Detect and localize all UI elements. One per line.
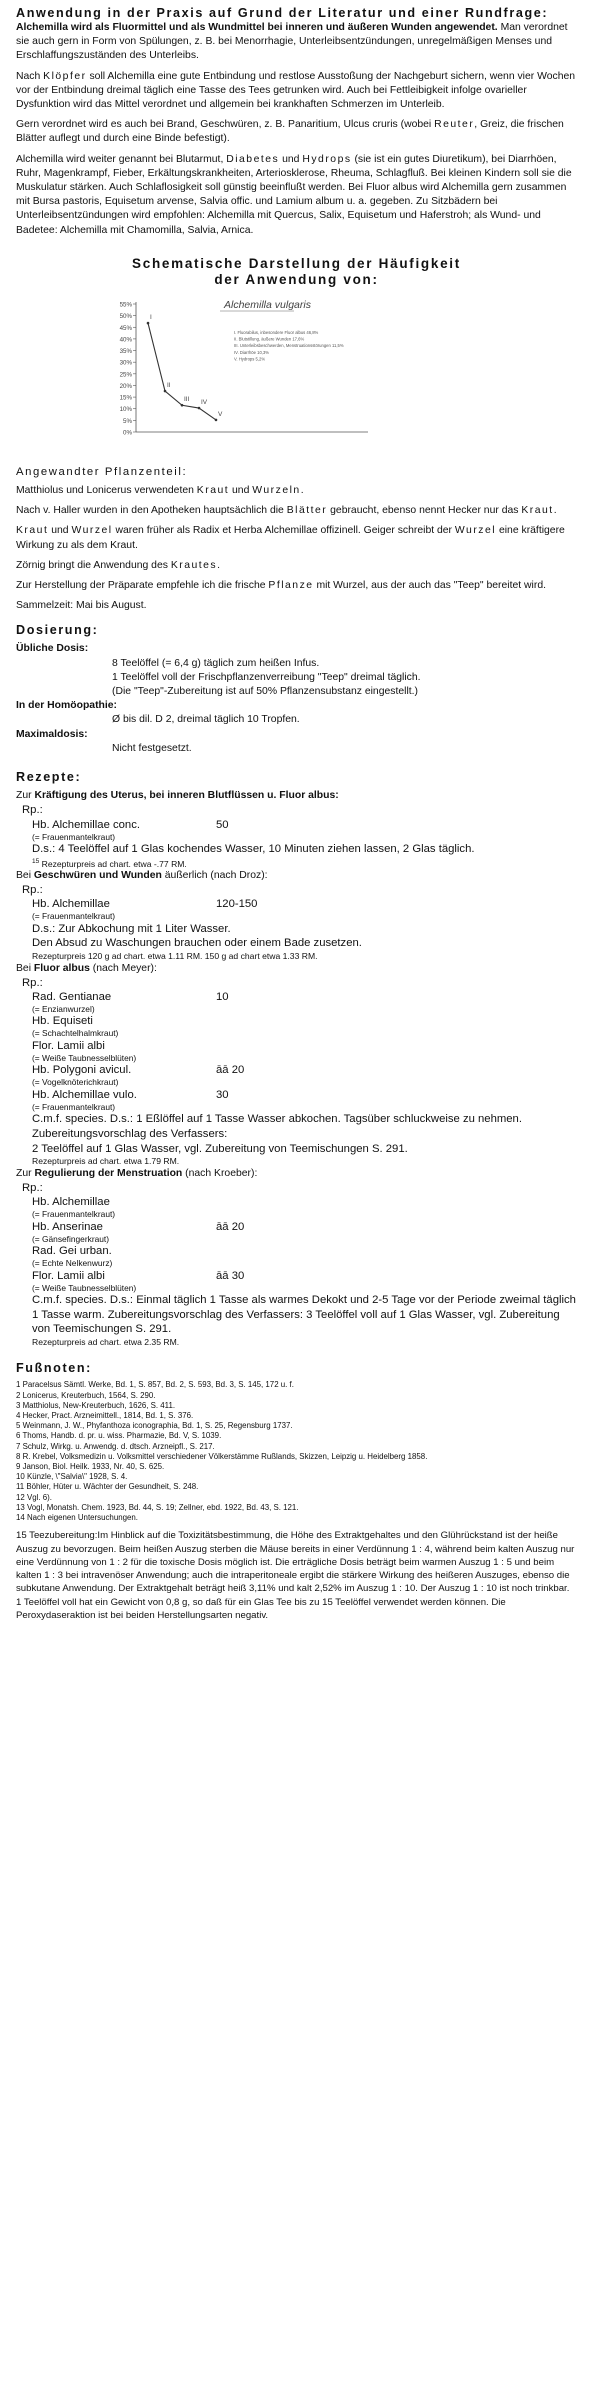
y-tick-label: 10%	[119, 406, 132, 414]
footnote-list	[16, 1380, 577, 1523]
recipe-price: Rezepturpreis 120 g ad chart. etwa 1.11 RM. 150 g ad chart etwa 1.33 RM.	[32, 951, 318, 962]
legend-entry: V. Hydrops 5,2%	[234, 356, 266, 362]
footnote: 12 Vgl. 6).	[16, 1492, 52, 1502]
footnote: 6 Thoms, Handb. d. pr. u. wiss. Pharmazie, Bd. V, S. 1039.	[16, 1431, 222, 1441]
recipe-ingredient: Flor. Lamii albi āā 30	[32, 1269, 245, 1282]
paragraph-offizinell: Kraut und Wurzel waren früher als Radix et Herba Alchemillae offizinell. Geiger schreibt der Wurzel eine kräftigere Wirkung zu als dem Kraut.	[16, 525, 565, 551]
footnote: 2 Lonicerus, Kreuterbuch, 1564, S. 290.	[16, 1390, 156, 1400]
data-point	[181, 404, 184, 407]
footnote: 3 Matthiolus, New-Kreuterbuch, 1626, S. 411.	[16, 1400, 176, 1410]
recipe-ingredient: Hb. Alchemillae vulo. 30	[32, 1088, 229, 1101]
dosage-value-ueblich: 8 Teelöffel (= 6,4 g) täglich zum heißen Infus. 1 Teelöffel voll der Frischpflanzenverreibung "Teep" dreimal täglich. (Die "Teep"-Zubereitung ist auf 50% Pflanzensubstanz eingestellt.)	[112, 657, 421, 698]
recipe-ingredient: Hb. Alchemillae 120-150	[32, 898, 258, 911]
legend-entry: IV. Diarrhöe 10,3%	[234, 349, 269, 355]
footnote: 1 Paracelsus Sämtl. Werke, Bd. 1, S. 857, Bd. 2, S. 593, Bd. 3, S. 145, 172 u. f.	[16, 1380, 294, 1390]
paragraph-sammelzeit: Sammelzeit: Mai bis August.	[16, 600, 147, 612]
data-point	[147, 322, 150, 325]
footnote: 4 Hecker, Pract. Arzneimittell., 1814, Bd. 1, S. 376.	[16, 1411, 194, 1421]
recipe-ingredient: Hb. Alchemillae conc. 50	[32, 818, 229, 831]
section-heading-praxis: Anwendung in der Praxis auf Grund der Literatur und einer Rundfrage:	[16, 6, 549, 20]
dosage-label-max: Maximaldosis:	[16, 728, 88, 740]
recipe-2: Bei Geschwüren und Wunden äußerlich (nach Droz): Rp.: Hb. Alchemillae 120-150 (= Frauenmantelkraut) D.s.: Zur Abkochung mit 1 Liter Wasser. Den Absud zu Waschungen brauchen oder einem Bade zusetzen. Rezepturpreis 120 g ad chart. etwa 1.11 RM. 150 g ad chart etwa 1.33 RM.	[16, 869, 577, 962]
y-tick-label: 40%	[119, 336, 132, 344]
dosage-label-homoeopathie: In der Homöopathie:	[16, 700, 118, 712]
y-tick-label: 55%	[119, 301, 132, 309]
section-heading-dosierung: Dosierung:	[16, 623, 99, 638]
y-tick-label: 25%	[119, 371, 132, 379]
dosage-value-homoeopathie: Ø bis dil. D 2, dreimal täglich 10 Tropfen.	[112, 714, 300, 726]
recipe-4: Zur Regulierung der Menstruation (nach Kroeber): Rp.: Hb. Alchemillae (= Frauenmantelkraut) Hb. Anserinae āā 20 (= Gänsefingerkraut) Rad. Gei urban. (= Echte Nelkenwurz) Flor. Lamii albi āā 30 (= Weiße Taubnesselblüten) C.m.f. species. D.s.: Einmal täglich 1 Tasse als warmes Dekokt und 2-5 Tage vor der Periode zweimal täglich 1 Tasse warm. Zubereitungsvorschlag des Verfassers: 3 Teelöffel voll auf 1 Glas Wasser, vgl. Zubereitung von Teemischungen S. 291. Rezepturpreis ad chart. etwa 2.35 RM.	[16, 1167, 576, 1347]
footnote: 10 Künzle, \"Salvia\" 1928, S. 4.	[16, 1472, 128, 1482]
point-label: I	[150, 313, 152, 321]
chart-title: Alchemilla vulgaris	[224, 298, 311, 311]
recipe-ingredient: Hb. Anserinae āā 20	[32, 1220, 245, 1233]
usage-frequency-chart	[106, 294, 577, 451]
y-tick-label: 15%	[119, 394, 132, 402]
recipe-price: Rezepturpreis ad chart. etwa 1.79 RM.	[32, 1156, 180, 1167]
legend-entry: I. Fluorabilus, inbesondere Fluor albus 46,8%	[234, 329, 319, 335]
dosage-value-max: Nicht festgesetzt.	[112, 742, 192, 754]
paragraph-kloepfer: Nach Klöpfer soll Alchemilla eine gute Entbindung und restlose Ausstoßung der Nachgeburt sichern, wenn vier Wochen vor der Entbindung dreimal täglich eine Tasse des Tees getrunken wird. Auch bei Fettleibigkeit infolge ovarieller Dysfunktion wird das Mittel verordnet und allgemein bei krankhaften Schmerzen im Unterleib.	[16, 70, 576, 111]
y-tick-label: 30%	[119, 359, 132, 367]
paragraph-matthiolus: Matthiolus und Lonicerus verwendeten Kraut und Wurzeln.	[16, 485, 304, 497]
paragraph-haller: Nach v. Haller wurden in den Apotheken hauptsächlich die Blätter gebraucht, ebenso nennt Hecker nur das Kraut.	[16, 505, 557, 517]
recipe-ingredient: Rad. Gentianae 10	[32, 990, 229, 1003]
footnote: 7 Schulz, Wirkg. u. Anwendg. d. dtsch. Arzneipfl., S. 217.	[16, 1441, 215, 1451]
data-point	[164, 390, 167, 393]
recipe-1: Zur Kräftigung des Uterus, bei inneren Blutflüssen u. Fluor albus: Rp.: Hb. Alchemillae conc. 50 (= Frauenmantelkraut) D.s.: 4 Teelöffel auf 1 Glas kochendes Wasser, 10 Minuten ziehen lassen, 2 Glas täglich. $^{15}$ Rezepturpreis ad chart. etwa -.77 RM.	[16, 789, 577, 869]
y-tick-label: 45%	[119, 324, 132, 332]
paragraph-herstellung: Zur Herstellung der Präparate empfehle ich die frische Pflanze mit Wurzel, aus der auch das "Teep" bereitet wird.	[16, 580, 546, 592]
recipe-ingredient: Flor. Lamii albi	[32, 1039, 105, 1052]
point-label: V	[218, 410, 223, 418]
footnote: 11 Böhler, Hüter u. Wächter der Gesundheit, S. 248.	[16, 1482, 199, 1492]
footnote: 13 Vogl, Monatsh. Chem. 1923, Bd. 44, S. 19; Zellner, ebd. 1922, Bd. 43, S. 121.	[16, 1502, 299, 1512]
y-tick-label: 5%	[123, 417, 132, 425]
paragraph-brand: Gern verordnet wird es auch bei Brand, Geschwüren, z. B. Panaritium, Ulcus cruris (wobei Reuter, Greiz, die frischen Blätter auflegt und durch eine Binde befestigt).	[16, 119, 564, 145]
recipe-3: Bei Fluor albus (nach Meyer): Rp.: Rad. Gentianae 10 (= Enzianwurzel) Hb. Equiseti (= Schachtelhalmkraut) Flor. Lamii albi (= Weiße Taubnesselblüten) Hb. Polygoni avicul. āā 20 (= Vogelknöterichkraut) Hb. Alchemillae vulo. 30 (= Frauenmantelkraut) C.m.f. species. D.s.: 1 Eßlöffel auf 1 Tasse Wasser abkochen. Tagsüber schluckweise zu nehmen. Zubereitungsvorschlag des Verfassers: 2 Teelöffel auf 1 Glas Wasser, vgl. Zubereitung von Teemischungen S. 291. Rezepturpreis ad chart. etwa 1.79 RM.	[16, 962, 577, 1167]
recipe-ingredient: Rad. Gei urban.	[32, 1245, 112, 1258]
recipe-ingredient: Hb. Alchemillae	[32, 1196, 110, 1209]
section-heading-pflanzenteil: Angewandter Pflanzenteil:	[16, 466, 188, 479]
y-tick-label: 0%	[123, 429, 132, 437]
chart-svg	[106, 294, 406, 446]
point-label: II	[167, 381, 171, 389]
footnote: 9 Janson, Biol. Heilk. 1933, Nr. 40, S. 625.	[16, 1462, 165, 1472]
paragraph-weitere-anwendungen: Alchemilla wird weiter genannt bei Blutarmut, Diabetes und Hydrops (sie ist ein gutes Diuretikum), bei Diarrhöen, Ruhr, Magenkrampf, Fieber, Erkältungskrankheiten, Arteriosklerose, Rheuma, Schlagfluß. Bei kleinen Kindern soll sie die Muskulatur stärken. Auch Schlaflosigkeit soll günstig beeinflußt werden. Bei Fluor albus wird Alchemilla gern zusammen mit Bursa pastoris, Equisetum arvense, Salvia offic. und Lamium album u. a. gegeben. Zu Sitzbädern bei Unterleibsentzündungen wird empfohlen: Alchemilla mit Quercus, Salix, Equisetum und Haferstroh; als Wund- und Badetee: Alchemilla mit Chamomilla, Salvia, Arnica.	[16, 153, 572, 236]
recipe-instructions: D.s.: 4 Teelöffel auf 1 Glas kochendes Wasser, 10 Minuten ziehen lassen, 2 Glas täglich.	[32, 843, 475, 855]
recipe-ingredient: Hb. Polygoni avicul. āā 20	[32, 1064, 245, 1077]
legend-entry: III. Unterleibsbeschwerden, Menstruationsstörungen 11,5%	[234, 343, 344, 349]
dosage-block	[16, 642, 577, 756]
recipe-price: Rezepturpreis ad chart. etwa 2.35 RM.	[32, 1336, 180, 1347]
footnote: 14 Nach eigenen Untersuchungen.	[16, 1513, 138, 1523]
recipe-price: $^{15}$ Rezepturpreis ad chart. etwa -.77 RM.	[32, 857, 187, 869]
recipe-ingredient: Hb. Equiseti	[32, 1015, 93, 1028]
dosage-label-ueblich: Übliche Dosis:	[16, 643, 89, 655]
y-tick-label: 50%	[119, 312, 132, 320]
footnote-15-teezubereitung: 15 Teezubereitung:Im Hinblick auf die Toxizitätsbestimmung, die Höhe des Extraktgehaltes und den Glührückstand ist der heiße Auszug zu bevorzugen. Beim heißen Auszug sterben die Mäuse bereits in einer Verdünnung 1 : 4, während beim kalten Auszug nur eine Verdünnung von 1 : 2 für die toxische Dosis möglich ist. Die erträgliche Dosis beträgt beim warmen Auszug 1 : 5 und beim kalten 1 : 3 bei intravenöser Anwendung; auch die intraperitoneale ergibt die stärkere Wirkung des heißeren Auszuges, ebenso die subkutane Anwendung. Der Extraktgehalt beträgt heiß 3,11% und kalt 2,52% im Auszug 1 : 10. Der Auszug 1 : 10 ist noch trinkbar. 1 Teelöffel voll hat ein Gewicht von 0,8 g, so daß für ein Glas Tee bis zu 15 Teelöffel verwendet werden können. Die Peroxydaseraktion ist bei beiden Herstellungsarten negativ.	[16, 1530, 575, 1622]
legend-entry: II. Blutstillung, äußere Wunden 17,6%	[234, 336, 305, 342]
y-tick-label: 35%	[119, 347, 132, 355]
schema-heading: Schematische Darstellung der Häufigkeit der Anwendung von:	[132, 255, 461, 287]
paragraph-praxis-lead: Alchemilla wird als Fluormittel und als Wundmittel bei inneren und äußeren Wunden angewendet. Man verordnet sie auch gern in Form von Spülungen, z. B. bei Menorrhagie, Unterleibsentzündungen, unregelmäßigen Menses und Erschlaffungszuständen des Unterleibs.	[16, 22, 568, 62]
section-heading-rezepte: Rezepte:	[16, 770, 82, 785]
footnote: 5 Weinmann, J. W., Phyfanthoza iconographia, Bd. 1, S. 25, Regensburg 1737.	[16, 1421, 293, 1431]
point-label: IV	[201, 398, 208, 406]
data-point	[198, 407, 201, 410]
footnote: 8 R. Krebel, Volksmedizin u. Volksmittel verschiedener Völkerstämme Rußlands, Skizzen, Leipzig u. Heidelberg 1858.	[16, 1451, 428, 1461]
point-label: III	[184, 396, 190, 404]
section-heading-fussnoten: Fußnoten:	[16, 1361, 92, 1376]
y-tick-label: 20%	[119, 382, 132, 390]
data-point	[215, 418, 218, 421]
paragraph-zoernig: Zörnig bringt die Anwendung des Krautes.	[16, 559, 221, 571]
